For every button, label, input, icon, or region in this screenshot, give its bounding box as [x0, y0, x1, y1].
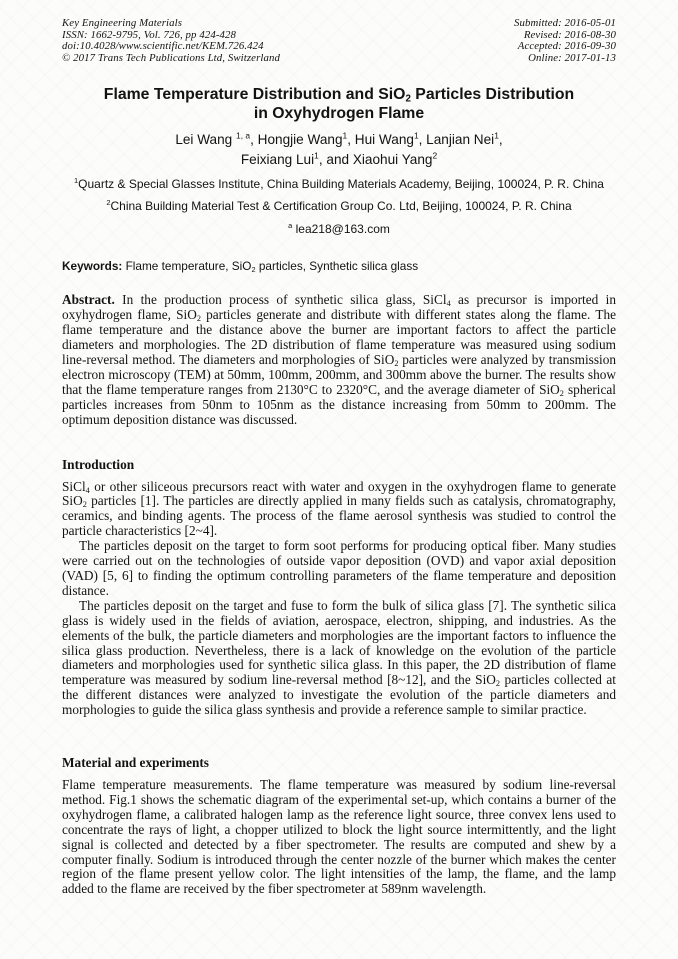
author-list: Lei Wang $^{1, a}$, Hongjie Wang$^1$, Hui Wang$^1$, Lanjian Nei$^1$, Feixiang Lui$^1$, and Xiaohui Yang$^2$: [175, 130, 503, 167]
paragraph: The particles deposit on the target and fuse to form the bulk of silica glass [7]. The synthetic silica glass is widely used in the fields of aviation, aerospace, electron, shipping, and industries. As the elements of the bulk, the particle diameters and morphologies are the important factors to influence the silica glass production. Nevertheless, there is a lack of knowledge on the evolution of the particle diameters and morphologies used for synthetic silica glass. In this paper, the 2D distribution of flame temperature was measured by sodium line-reversal method [8~12], and the SiO$_2$ particles collected at the different distances were analyzed to investigate the evolution of the particle diameters and morphologies to guide the silica glass synthesis and provide a reference sample to similar practice.: [62, 597, 616, 718]
paragraph: The particles deposit on the target to form soot performs for producing optical fiber. Many studies were carried out on the technologies of outside vapor deposition (OVD) and vapor axial deposition (VAD) [5, 6] to finding the optimum controlling parameters of the flame temperature and deposition distance.: [62, 538, 616, 598]
paragraph: Flame temperature measurements. The flame temperature was measured by sodium line-reversal method. Fig.1 shows the schematic diagram of the experimental set-up, which contains a burner of the oxyhydrogen flame, a calibrated halogen lamp as the reference light source, three convex lens used to concentrate the rays of light, a chopper utilized to block the light source intermittently, and the light signal is collected and detected by a fiber spectrometer. The results are computed and shew by a computer finally. Sodium is introduced through the center nozzle of the burner which makes the center region of the flame present yellow color. The light intensities of the lamp, the flame, and the lamp added to the flame are received by the fiber spectrometer at 589nm wavelength.: [62, 777, 616, 897]
journal-info: [62, 18, 280, 64]
journal-title: Key Engineering Materials: [62, 17, 183, 29]
paragraph: SiCl$_4$ or other siliceous precursors react with water and oxygen in the oxyhydrogen flame to generate SiO$_2$ particles [1]. The particles are directly applied in many fields such as catalysis, chromatography, ceramics, and binding agents. The process of the flame aerosol synthesis was studied to control the particle characteristics [2~4].: [62, 478, 616, 539]
online-date: Online: 2017-01-13: [528, 51, 616, 64]
section-material-and-experiments: [62, 778, 616, 897]
revised-date: Revised: 2016-08-30: [523, 28, 616, 41]
abstract: Abstract. In the production process of synthetic silica glass, SiCl$_4$ as precursor is imported in oxyhydrogen flame, SiO$_2$ particles generate and distribute with different states along the flame. The flame temperature and the distance above the burner are important factors to affect the particle diameters and morphologies. The 2D distribution of flame temperature was measured using sodium line-reversal method. The diameters and morphologies of SiO$_2$ particles were analyzed by transmission electron microscopy (TEM) at 50mm, 100mm, 200mm, and 300mm above the burner. The results show that the flame temperature ranges from 2130°C to 2320°C, and the average diameter of SiO$_2$ spherical particles increases from 50nm to 105nm as the distance increasing from 50mm to 200mm. The optimum deposition distance was discussed.: [62, 292, 616, 427]
accepted-date: Accepted: 2016-09-30: [517, 40, 616, 53]
doi: doi:10.4028/www.scientific.net/KEM.726.424: [62, 40, 264, 53]
section-heading-material-and-experiments: Material and experiments: [62, 755, 209, 771]
submitted-date: Submitted: 2016-05-01: [514, 17, 616, 29]
submission-dates: [514, 18, 616, 64]
copyright: © 2017 Trans Tech Publications Ltd, Switzerland: [62, 51, 280, 64]
journal-header: [62, 18, 616, 64]
corresponding-email: $^a$ lea218@163.com: [288, 221, 390, 237]
paper-title: Flame Temperature Distribution and SiO$_2$ Particles Distribution in Oxyhydrogen Flame: [103, 86, 575, 123]
issn-volume-pages: ISSN: 1662-9795, Vol. 726, pp 424-428: [62, 28, 237, 41]
keywords-text: Flame temperature, SiO$_2$ particles, Synthetic silica glass: [125, 259, 419, 275]
section-introduction: [62, 480, 616, 719]
affiliation-2: $^2$China Building Material Test & Certification Group Co. Ltd, Beijing, 100024, P. R. China: [106, 198, 572, 214]
section-heading-introduction: Introduction: [62, 456, 135, 472]
affiliation-1: $^1$Quartz & Special Glasses Institute, China Building Materials Academy, Beijing, 100024, P. R. China: [74, 176, 604, 192]
keywords-label: Keywords:: [62, 259, 123, 274]
keywords-line: [62, 259, 616, 273]
